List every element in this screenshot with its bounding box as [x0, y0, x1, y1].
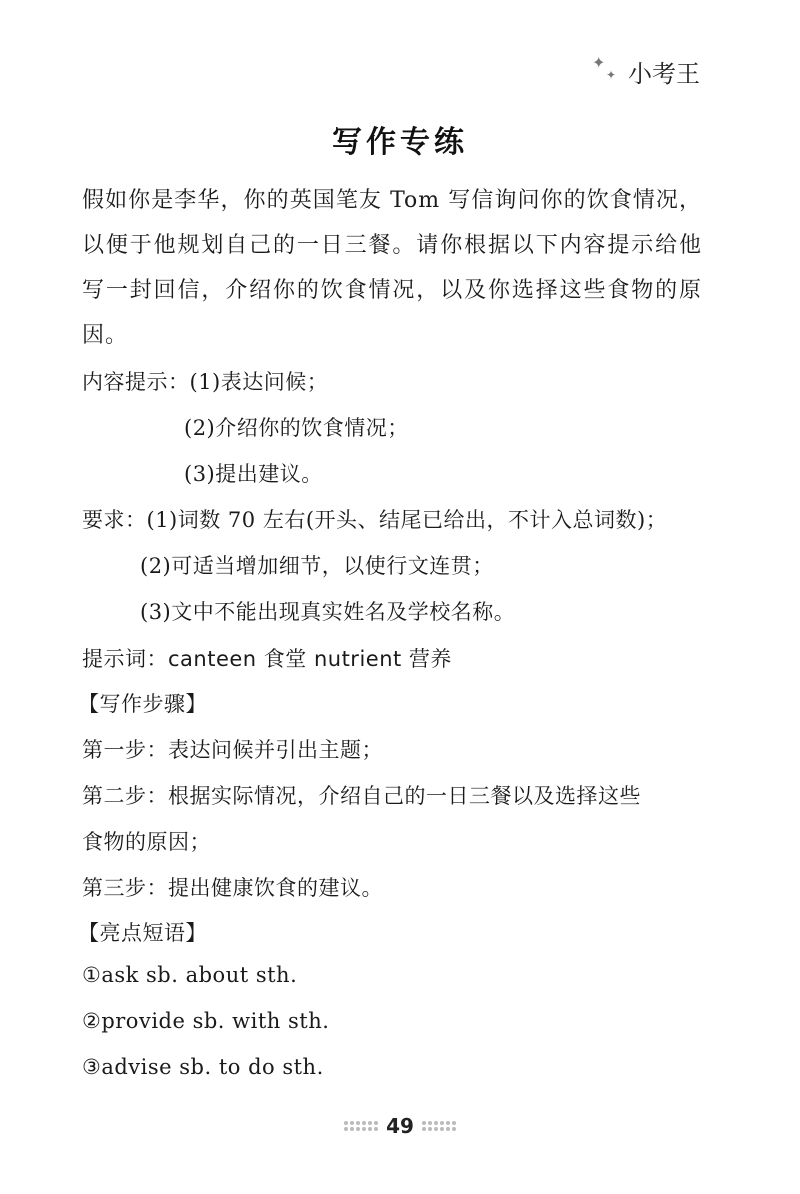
task-description: 假如你是李华，你的英国笔友 Tom 写信询问你的饮食情况，以便于他规划自己的一日三餐。请你根据以下内容提示给他写一封回信，介绍你的饮食情况，以及你选择这些食物的原因。	[82, 188, 702, 348]
content-hint-line-1	[82, 366, 328, 396]
brand-name: 小考王	[628, 60, 700, 88]
page-number-footer	[0, 1114, 800, 1138]
page-title: 写作专练	[332, 125, 468, 160]
dot-pattern-icon	[344, 1121, 378, 1131]
requirement-item: (3)文中不能出现真实姓名及学校名称。	[140, 600, 516, 624]
step-item: 第二步：根据实际情况，介绍自己的一日三餐以及选择这些	[82, 784, 641, 808]
requirement-line-1	[82, 504, 667, 534]
phrase-item: ②provide sb. with sth.	[82, 1009, 330, 1033]
requirements-label: 要求：	[82, 508, 147, 532]
requirement-item: (2)可适当增加细节，以使行文连贯；	[140, 554, 494, 578]
page-number: 49	[386, 1114, 414, 1138]
sparkle-icon: ✦ ✦	[592, 52, 617, 82]
brand-header	[590, 54, 700, 89]
hint-words: 提示词：canteen 食堂 nutrient 营养	[82, 647, 452, 671]
steps-heading: 【写作步骤】	[78, 692, 207, 716]
dot-pattern-icon	[422, 1121, 456, 1131]
content-hint-item: (3)提出建议。	[184, 462, 323, 486]
content-hint-item: (2)介绍你的饮食情况；	[184, 416, 409, 440]
step-item: 第三步：提出健康饮食的建议。	[82, 876, 383, 900]
phrases-heading: 【亮点短语】	[78, 921, 207, 945]
content-hint-item: (1)表达问候；	[189, 370, 329, 394]
step-item: 食物的原因；	[82, 830, 211, 854]
phrase-item: ③advise sb. to do sth.	[82, 1055, 324, 1079]
step-item: 第一步：表达问候并引出主题；	[82, 738, 383, 762]
requirement-item: (1)词数 70 左右(开头、结尾已给出，不计入总词数)；	[146, 508, 668, 532]
content-hints-label: 内容提示：	[82, 370, 190, 394]
phrase-item: ①ask sb. about sth.	[82, 963, 298, 987]
